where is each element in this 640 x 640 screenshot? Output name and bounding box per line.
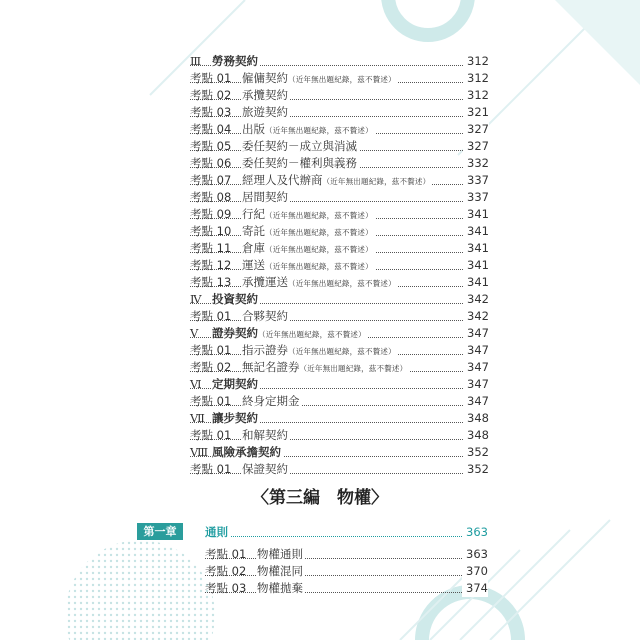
item-title: 委任契約－成立與消滅 [242, 137, 359, 157]
item-label: 考點 01 [190, 343, 232, 357]
section-title: 定期契約 [212, 377, 258, 391]
item-label: 考點 01 [190, 462, 232, 476]
toc-item-row[interactable] [190, 171, 489, 189]
toc-item-row[interactable] [205, 562, 488, 580]
item-label: 考點 01 [190, 428, 232, 442]
page-number: 347 [463, 375, 489, 393]
toc-item-row[interactable] [190, 205, 489, 223]
section-title: 風險承擔契約 [212, 445, 281, 459]
toc-section-row[interactable] [190, 324, 489, 342]
item-label: 考點 01 [190, 71, 232, 85]
toc-item-row[interactable] [190, 460, 489, 478]
section-numeral: Ⅵ [190, 377, 202, 391]
item-title: 保證契約 [242, 460, 290, 480]
toc-item-row[interactable] [190, 69, 489, 87]
page-number: 312 [463, 52, 489, 70]
page-number: 321 [463, 103, 489, 121]
item-label: 考點 02 [190, 360, 232, 374]
toc-item-row[interactable] [190, 341, 489, 359]
section-numeral: Ⅳ [190, 292, 202, 306]
page-number: 337 [463, 171, 489, 189]
toc-section-row[interactable] [190, 375, 489, 393]
page-number: 327 [463, 137, 489, 155]
item-note: （近年無出題紀錄，茲不贅述） [265, 228, 373, 237]
page-number: 332 [463, 154, 489, 172]
item-note: （近年無出題紀錄，茲不贅述） [322, 177, 431, 186]
toc-item-row[interactable] [190, 426, 489, 444]
item-label: 考點 09 [190, 207, 232, 221]
toc-item-row[interactable] [190, 154, 489, 172]
chapter-badge: 第一章 [137, 523, 183, 540]
toc-item-row[interactable] [190, 358, 489, 376]
item-label: 考點 04 [190, 122, 232, 136]
dot-leader [205, 536, 462, 537]
item-label: 考點 02 [205, 564, 247, 578]
page-number: 348 [463, 409, 489, 427]
page-number: 341 [463, 239, 489, 257]
toc-item-row[interactable] [190, 307, 489, 325]
page-number: 352 [463, 460, 489, 478]
item-title: 倉庫（近年無出題紀錄，茲不贅述） [242, 239, 375, 259]
item-label: 考點 11 [190, 241, 232, 255]
section-numeral: Ⅲ [190, 54, 202, 68]
section-title: 投資契約 [212, 292, 258, 306]
page-number: 347 [463, 358, 489, 376]
item-label: 考點 08 [190, 190, 232, 204]
toc-section-row[interactable] [190, 409, 489, 427]
page-number: 341 [463, 273, 489, 291]
item-label: 考點 03 [205, 581, 247, 595]
item-note: （近年無出題紀錄，茲不贅述） [288, 347, 396, 356]
top-right-ring [388, 0, 468, 35]
item-title: 無記名證券（近年無出題紀錄，茲不贅述） [242, 358, 409, 378]
item-note: （近年無出題紀錄，茲不贅述） [265, 262, 373, 271]
toc-item-row[interactable] [190, 273, 489, 291]
item-title: 承攬運送（近年無出題紀錄，茲不贅述） [242, 273, 398, 293]
item-label: 考點 12 [190, 258, 232, 272]
section-numeral: Ⅶ [190, 411, 205, 425]
page-number: 342 [463, 290, 489, 308]
item-title: 終身定期金 [242, 392, 302, 412]
page-number: 341 [463, 256, 489, 274]
item-title: 委任契約－權利與義務 [242, 154, 359, 174]
top-corner-triangle [555, 0, 640, 85]
item-label: 考點 05 [190, 139, 232, 153]
item-title: 僱傭契約（近年無出題紀錄，茲不贅述） [242, 69, 398, 89]
item-note: （近年無出題紀錄，茲不贅述） [288, 75, 396, 84]
page-number: 342 [463, 307, 489, 325]
chapter-title: 通則 [205, 525, 228, 539]
section-numeral: Ⅴ [190, 326, 199, 340]
item-label: 考點 01 [205, 547, 247, 561]
page-number: 348 [463, 426, 489, 444]
toc-chapter-row[interactable] [205, 523, 488, 541]
section-title: 勞務契約 [212, 54, 258, 68]
toc-item-row[interactable] [190, 103, 489, 121]
item-title: 指示證券（近年無出題紀錄，茲不贅述） [242, 341, 398, 361]
item-title: 物權拋棄 [257, 581, 303, 595]
page-number: 363 [462, 545, 488, 563]
item-note: （近年無出題紀錄，茲不贅述） [265, 211, 373, 220]
item-label: 考點 07 [190, 173, 232, 187]
page-number: 347 [463, 392, 489, 410]
toc-item-row[interactable] [190, 188, 489, 206]
toc-item-row[interactable] [205, 579, 488, 597]
toc-item-row[interactable] [190, 222, 489, 240]
toc-item-row[interactable] [190, 137, 489, 155]
toc-section-row[interactable] [190, 290, 489, 308]
toc-item-row[interactable] [190, 256, 489, 274]
toc-section-row[interactable] [190, 52, 489, 70]
page-number: 347 [463, 324, 489, 342]
item-label: 考點 01 [190, 309, 232, 323]
item-title: 承攬契約 [242, 86, 290, 106]
item-title: 經理人及代辦商（近年無出題紀錄，茲不贅述） [242, 171, 432, 191]
item-title: 物權混同 [257, 564, 303, 578]
item-title: 居間契約 [242, 188, 290, 208]
item-title: 行紀（近年無出題紀錄，茲不贅述） [242, 205, 375, 225]
item-title: 和解契約 [242, 426, 290, 446]
page-number: 341 [463, 222, 489, 240]
page-number: 352 [463, 443, 489, 461]
item-title: 物權通則 [257, 547, 303, 561]
item-label: 考點 01 [190, 394, 232, 408]
toc-item-row[interactable] [190, 120, 489, 138]
toc-section-row[interactable] [190, 443, 489, 461]
item-note: （近年無出題紀錄，茲不贅述） [299, 364, 408, 373]
page-number: 363 [462, 523, 488, 541]
section-title: 證券契約（近年無出題紀錄，茲不贅述） [212, 324, 368, 344]
page-number: 374 [462, 579, 488, 597]
page-number: 341 [463, 205, 489, 223]
item-label: 考點 06 [190, 156, 232, 170]
item-label: 考點 03 [190, 105, 232, 119]
page-number: 337 [463, 188, 489, 206]
page-number: 347 [463, 341, 489, 359]
page-number: 312 [463, 69, 489, 87]
item-title: 旅遊契約 [242, 103, 290, 123]
item-label: 考點 02 [190, 88, 232, 102]
item-title: 出版（近年無出題紀錄，茲不贅述） [242, 120, 375, 140]
section-note: （近年無出題紀錄，茲不贅述） [258, 330, 366, 339]
toc-item-row[interactable] [190, 392, 489, 410]
toc-item-row[interactable] [190, 239, 489, 257]
item-note: （近年無出題紀錄，茲不贅述） [265, 245, 373, 254]
part-title: 〈第三編 物權〉 [252, 488, 388, 508]
section-title: 讓步契約 [212, 411, 258, 425]
page-number: 327 [463, 120, 489, 138]
page-number: 312 [463, 86, 489, 104]
item-title: 寄託（近年無出題紀錄，茲不贅述） [242, 222, 375, 242]
page-number: 370 [462, 562, 488, 580]
item-title: 運送（近年無出題紀錄，茲不贅述） [242, 256, 375, 276]
toc-item-row[interactable] [190, 86, 489, 104]
item-label: 考點 10 [190, 224, 232, 238]
item-note: （近年無出題紀錄，茲不贅述） [288, 279, 396, 288]
toc-item-row[interactable] [205, 545, 488, 563]
item-note: （近年無出題紀錄，茲不贅述） [265, 126, 373, 135]
item-label: 考點 13 [190, 275, 232, 289]
section-numeral: Ⅷ [190, 445, 209, 459]
bottom-left-dotted-circle [65, 540, 215, 640]
item-title: 合夥契約 [242, 307, 290, 327]
